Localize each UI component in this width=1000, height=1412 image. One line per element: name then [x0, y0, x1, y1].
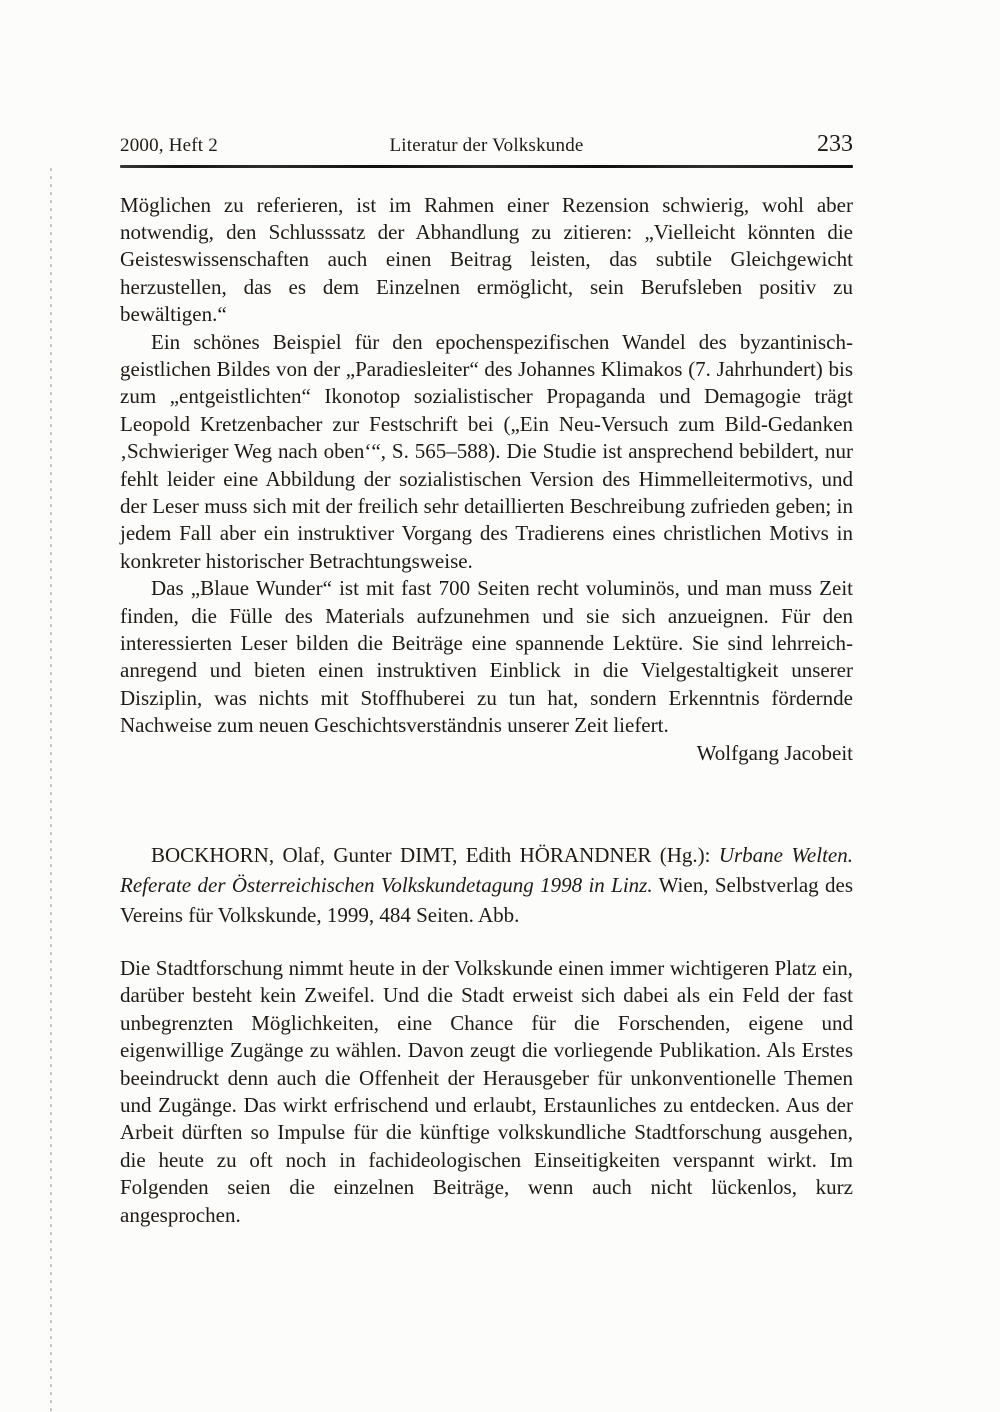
running-header [120, 131, 853, 158]
scan-binding-artifact-line [50, 168, 52, 1412]
issue-label: 2000, Heft 2 [120, 135, 218, 156]
citation-book-title: Urbane Welten. Referate der Österreichischen Volkskundetagung 1998 in Linz. [120, 843, 853, 898]
reviewer-signature: Wolfgang Jacobeit [696, 740, 853, 765]
review-jacobeit-text [120, 192, 853, 740]
citation-publication-info: Wien, Selbstverlag des Vereins für Volkskunde, 1999, 484 Seiten. Abb. [120, 873, 854, 928]
review-paragraph: Das „Blaue Wunder“ ist mit fast 700 Seiten recht voluminös, und man muss Zeit finden, die Fülle des Materials aufzunehmen und sie sich anzueignen. Für den interessierten Leser bilden die Beiträge eine spannende Lektüre. Sie sind lehrreich-anregend und bieten einen instruktiven Einblick in die Vielgestaltigkeit unserer Disziplin, was nichts mit Stoffhuberei zu tun hat, sondern Erkenntnis fördernde Nachweise zum neuen Geschichtsverständnis unserer Zeit liefert. [120, 576, 853, 738]
page-number: 233 [817, 131, 853, 157]
review-paragraph: Die Stadtforschung nimmt heute in der Volkskunde einen immer wichtigeren Platz ein, darüber besteht kein Zweifel. Und die Stadt erweist sich dabei als ein Feld der fast unbegrenzten Möglichkeiten, eine Chance für die Forschenden, eigene und eigenwillige Zugänge zu wählen. Davon zeugt die vorliegende Publikation. Als Erstes beeindruckt denn auch die Offenheit der Herausgeber für unkonventionelle Themen und Zugänge. Das wirkt erfrischend und erlaubt, Erstaunliches zu entdecken. Aus der Arbeit dürften so Impulse für die künftige volkskundliche Stadtforschung ausgehen, die heute zu oft noch in fachideologischen Einseitigkeiten verspannt wirkt. Im Folgenden seien die einzelnen Beiträge, wenn auch nicht lückenlos, kurz angesprochen. [120, 956, 853, 1227]
header-rule [120, 165, 853, 168]
review-bockhorn-text [120, 955, 853, 1229]
review-paragraph: Möglichen zu referieren, ist im Rahmen einer Rezension schwierig, wohl aber notwendig, den Schlusssatz der Abhandlung zu zitieren: „Vielleicht könnten die Geisteswissenschaften auch einen Beitrag leisten, das subtile Gleichgewicht herzustellen, das es dem Einzelnen ermöglicht, sein Berufsleben positiv zu bewältigen.“ [120, 192, 853, 327]
page-content [120, 131, 853, 1229]
review-paragraph: Ein schönes Beispiel für den epochenspezifischen Wandel des byzantinisch-geistlichen Bildes von der „Paradiesleiter“ des Johannes Klimakos (7. Jahrhundert) bis zum „entgeistlichten“ Ikonotop sozialistischer Propaganda und Demagogie trägt Leopold Kretzenbacher zur Festschrift bei („Ein Neu-Versuch zum Bild-Gedanken ‚Schwieriger Weg nach oben‘“, S. 565–588). Die Studie ist ansprechend bebildert, nur fehlt leider eine Abbildung der sozialistischen Version des Himmelleitermotivs, und der Leser muss sich mit der freilich sehr detaillierten Beschreibung zufrieden geben; in jedem Fall aber ein instruktiver Vorgang des Tradierens eines christlichen Motivs in konkreter historischer Betrachtungsweise. [120, 329, 853, 573]
book-review-citation [120, 840, 853, 930]
citation-authors: BOCKHORN, Olaf, Gunter DIMT, Edith HÖRANDNER (Hg.): [151, 843, 719, 868]
journal-title: Literatur der Volkskunde [389, 135, 584, 156]
